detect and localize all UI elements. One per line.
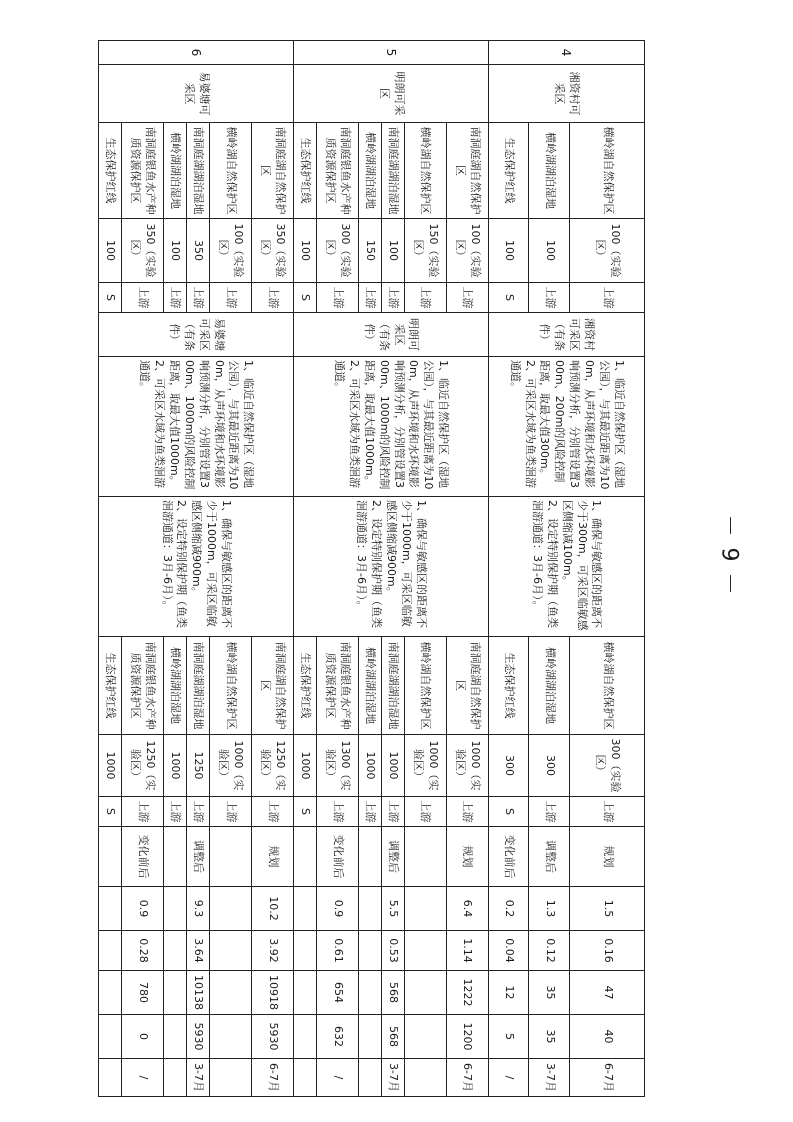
d2-cell: 1000（实验区） <box>404 735 446 797</box>
p2-cell: 上游 <box>251 797 293 827</box>
p2-cell: S <box>99 797 122 827</box>
zone-cell: 南洞庭银鱼水产种质资源保护区 <box>121 123 163 219</box>
d2-cell: 300 <box>488 735 529 797</box>
p2-cell: S <box>488 797 529 827</box>
vol-cell: 0.53 <box>381 931 404 971</box>
zone2-cell: 横岭湖自然保护区 <box>209 637 251 735</box>
area_km2-cell: 0.2 <box>488 887 529 931</box>
measure-cell: 1、确保与敏感区的距离不少于300m，可采区临敏感区侧缩减100m。 2、设定特别保护期（鱼类洄游通道：3月-6月）。 <box>488 497 644 637</box>
p1-cell: 上游 <box>209 283 251 313</box>
d2-cell: 1250（实验区） <box>251 735 293 797</box>
page-number: － 9 － <box>716 514 742 597</box>
a-cell: 1222 <box>446 971 488 1015</box>
d1-cell: 350 <box>186 219 209 283</box>
basis-cell: 1、临近自然保护区（湿地公园），与其最近距离为100m，从声环境和水环境影响预测分析，分别管设置300m、1000m的风险控制距离，取最大值1000m。 2、可采区水域为鱼类洄游通道。 <box>99 357 294 497</box>
p1-cell: 上游 <box>446 283 488 313</box>
group-number: 5 <box>293 41 488 65</box>
zone-cell: 生态保护红线 <box>293 123 316 219</box>
zone-cell: 横岭湖湖泊湿地 <box>163 123 186 219</box>
d1-cell: 100 <box>163 219 186 283</box>
data-table <box>98 40 645 1097</box>
d2-cell: 1000 <box>293 735 316 797</box>
p2-cell: 上游 <box>446 797 488 827</box>
b-cell: 35 <box>529 1015 570 1059</box>
d1-cell: 100（实验区） <box>570 219 645 283</box>
area_km2-cell: 1.3 <box>529 887 570 931</box>
zone2-cell: 横岭湖自然保护区 <box>404 637 446 735</box>
a-cell <box>358 971 381 1015</box>
zone-cell: 南洞庭湖自然保护区 <box>446 123 488 219</box>
status-cell <box>99 827 122 887</box>
d1-cell: 100 <box>488 219 529 283</box>
period-cell <box>404 1059 446 1097</box>
zone2-cell: 南洞庭银鱼水产种质资源保护区 <box>121 637 163 735</box>
status-cell: 变化前后 <box>121 827 163 887</box>
b-cell <box>163 1015 186 1059</box>
sub-cell: 明朗可采区（有条件） <box>293 313 488 357</box>
period-cell: 3-7月 <box>186 1059 209 1097</box>
p2-cell: 上游 <box>404 797 446 827</box>
d1-cell: 350（实验区） <box>251 219 293 283</box>
period-cell <box>293 1059 316 1097</box>
zone2-cell: 南洞庭湖自然保护区 <box>446 637 488 735</box>
period-cell: 3-7月 <box>381 1059 404 1097</box>
d1-cell: 100（实验区） <box>446 219 488 283</box>
p1-cell: 上游 <box>570 283 645 313</box>
a-cell <box>99 971 122 1015</box>
status-cell: 调整后 <box>381 827 404 887</box>
period-cell: 3-7月 <box>529 1059 570 1097</box>
d1-cell: 100（实验区） <box>209 219 251 283</box>
zone2-cell: 南洞庭银鱼水产种质资源保护区 <box>316 637 358 735</box>
d1-cell: 100 <box>99 219 122 283</box>
status-cell <box>209 827 251 887</box>
zone2-cell: 生态保护红线 <box>99 637 122 735</box>
basis-cell: 1、临近自然保护区（湿地公园），与其最近距离为100m，从声环境和水环境影响预测分析，分别管设置300m、1000m的风险控制距离，取最大值1000m。 2、可采区水域为鱼类洄游通道。 <box>293 357 488 497</box>
p1-cell: 上游 <box>186 283 209 313</box>
vol-cell: 0.28 <box>121 931 163 971</box>
b-cell: 40 <box>570 1015 645 1059</box>
zone2-cell: 南洞庭湖自然保护区 <box>251 637 293 735</box>
status-cell: 规划 <box>570 827 645 887</box>
p1-cell: 上游 <box>163 283 186 313</box>
b-cell: 568 <box>381 1015 404 1059</box>
measure-cell: 1、确保与敏感区的距离不少于1000m，可采区临敏感区侧缩减900m。 2、设定特别保护期（鱼类洄游通道：3月-6月）。 <box>293 497 488 637</box>
area_km2-cell <box>358 887 381 931</box>
area_km2-cell <box>293 887 316 931</box>
d1-cell: 100 <box>293 219 316 283</box>
period-cell <box>358 1059 381 1097</box>
status-cell <box>163 827 186 887</box>
vol-cell <box>404 931 446 971</box>
area_km2-cell: 1.5 <box>570 887 645 931</box>
a-cell <box>209 971 251 1015</box>
zone2-cell: 横岭湖自然保护区 <box>570 637 645 735</box>
p1-cell: S <box>99 283 122 313</box>
zone-cell: 横岭湖自然保护区 <box>209 123 251 219</box>
status-cell: 规划 <box>446 827 488 887</box>
d2-cell: 1000 <box>381 735 404 797</box>
area_km2-cell <box>404 887 446 931</box>
area_km2-cell: 0.9 <box>121 887 163 931</box>
zone-cell: 南洞庭银鱼水产种质资源保护区 <box>316 123 358 219</box>
a-cell: 568 <box>381 971 404 1015</box>
p2-cell: 上游 <box>570 797 645 827</box>
a-cell <box>163 971 186 1015</box>
vol-cell <box>293 931 316 971</box>
vol-cell: 3.64 <box>186 931 209 971</box>
period-cell: / <box>121 1059 163 1097</box>
status-cell: 调整后 <box>529 827 570 887</box>
zone-cell: 南洞庭湖自然保护区 <box>251 123 293 219</box>
table-row <box>251 41 293 1097</box>
basis-cell: 1、临近自然保护区（湿地公园），与其最近距离为100m，从声环境和水环境影响预测分析，分别管设置300m、200m的风险控制距离，取最大值300m。 2、可采区水域为鱼类洄游通道。 <box>488 357 644 497</box>
a-cell: 780 <box>121 971 163 1015</box>
vol-cell <box>209 931 251 971</box>
area_km2-cell: 9.3 <box>186 887 209 931</box>
group-area: 易婆塘可采区 <box>99 65 294 123</box>
b-cell: 5930 <box>186 1015 209 1059</box>
a-cell <box>293 971 316 1015</box>
vol-cell: 1.14 <box>446 931 488 971</box>
b-cell: 0 <box>121 1015 163 1059</box>
vol-cell <box>358 931 381 971</box>
p1-cell: S <box>293 283 316 313</box>
status-cell <box>404 827 446 887</box>
zone2-cell: 南洞庭湖湖泊湿地 <box>381 637 404 735</box>
d2-cell: 1300（实验区） <box>316 735 358 797</box>
d2-cell: 1000 <box>163 735 186 797</box>
status-cell <box>293 827 316 887</box>
a-cell <box>404 971 446 1015</box>
b-cell <box>293 1015 316 1059</box>
a-cell: 654 <box>316 971 358 1015</box>
table-row <box>446 41 488 1097</box>
zone2-cell: 横岭湖湖泊湿地 <box>163 637 186 735</box>
d1-cell: 150 <box>358 219 381 283</box>
p1-cell: 上游 <box>529 283 570 313</box>
area_km2-cell <box>99 887 122 931</box>
zone2-cell: 生态保护红线 <box>293 637 316 735</box>
p1-cell: 上游 <box>121 283 163 313</box>
status-cell: 规划 <box>251 827 293 887</box>
p2-cell: 上游 <box>358 797 381 827</box>
a-cell: 47 <box>570 971 645 1015</box>
vol-cell <box>163 931 186 971</box>
d1-cell: 350（实验区） <box>121 219 163 283</box>
status-cell: 变化前后 <box>488 827 529 887</box>
d2-cell: 300 <box>529 735 570 797</box>
area_km2-cell: 0.9 <box>316 887 358 931</box>
period-cell <box>163 1059 186 1097</box>
a-cell: 10138 <box>186 971 209 1015</box>
group-area: 湘资村可采区 <box>488 65 644 123</box>
zone2-cell: 生态保护红线 <box>488 637 529 735</box>
vol-cell: 0.61 <box>316 931 358 971</box>
a-cell: 10918 <box>251 971 293 1015</box>
b-cell <box>209 1015 251 1059</box>
d2-cell: 300（实验区） <box>570 735 645 797</box>
d2-cell: 1000 <box>358 735 381 797</box>
rotated-table-frame <box>98 40 645 1092</box>
zone2-cell: 横岭湖湖泊湿地 <box>529 637 570 735</box>
zone2-cell: 南洞庭湖湖泊湿地 <box>186 637 209 735</box>
p2-cell: 上游 <box>316 797 358 827</box>
zone-cell: 南洞庭湖湖泊湿地 <box>186 123 209 219</box>
p2-cell: 上游 <box>121 797 163 827</box>
period-cell: 6-7月 <box>251 1059 293 1097</box>
b-cell <box>99 1015 122 1059</box>
d2-cell: 1250 <box>186 735 209 797</box>
status-cell: 调整后 <box>186 827 209 887</box>
table-row <box>570 41 645 1097</box>
area_km2-cell: 10.2 <box>251 887 293 931</box>
vol-cell: 3.92 <box>251 931 293 971</box>
b-cell: 1200 <box>446 1015 488 1059</box>
d2-cell: 1000 <box>99 735 122 797</box>
p1-cell: 上游 <box>381 283 404 313</box>
zone-cell: 横岭湖自然保护区 <box>570 123 645 219</box>
vol-cell: 0.12 <box>529 931 570 971</box>
p1-cell: 上游 <box>251 283 293 313</box>
period-cell: / <box>316 1059 358 1097</box>
group-number: 6 <box>99 41 294 65</box>
zone-cell: 横岭湖湖泊湿地 <box>529 123 570 219</box>
d2-cell: 1250（实验区） <box>121 735 163 797</box>
d2-cell: 1000（实验区） <box>209 735 251 797</box>
status-cell: 变化前后 <box>316 827 358 887</box>
d1-cell: 300（实验区） <box>316 219 358 283</box>
sub-cell: 易婆塘可采区（有条件） <box>99 313 294 357</box>
p1-cell: 上游 <box>316 283 358 313</box>
d1-cell: 150（实验区） <box>404 219 446 283</box>
vol-cell: 0.04 <box>488 931 529 971</box>
period-cell <box>99 1059 122 1097</box>
b-cell <box>404 1015 446 1059</box>
d1-cell: 100 <box>529 219 570 283</box>
zone-cell: 生态保护红线 <box>488 123 529 219</box>
area_km2-cell: 6.4 <box>446 887 488 931</box>
vol-cell <box>99 931 122 971</box>
measure-cell: 1、确保与敏感区的距离不少于1000m，可采区临敏感区侧缩减900m。 2、设定特别保护期（鱼类洄游通道：3月-6月）。 <box>99 497 294 637</box>
p2-cell: 上游 <box>381 797 404 827</box>
d1-cell: 100 <box>381 219 404 283</box>
a-cell: 35 <box>529 971 570 1015</box>
b-cell: 5930 <box>251 1015 293 1059</box>
b-cell <box>358 1015 381 1059</box>
a-cell: 12 <box>488 971 529 1015</box>
p2-cell: 上游 <box>163 797 186 827</box>
zone2-cell: 横岭湖湖泊湿地 <box>358 637 381 735</box>
zone-cell: 生态保护红线 <box>99 123 122 219</box>
p1-cell: 上游 <box>358 283 381 313</box>
period-cell: / <box>488 1059 529 1097</box>
p2-cell: S <box>293 797 316 827</box>
d2-cell: 1000（实验区） <box>446 735 488 797</box>
area_km2-cell <box>163 887 186 931</box>
zone-cell: 横岭湖湖泊湿地 <box>358 123 381 219</box>
period-cell <box>209 1059 251 1097</box>
area_km2-cell <box>209 887 251 931</box>
b-cell: 632 <box>316 1015 358 1059</box>
p2-cell: 上游 <box>529 797 570 827</box>
p2-cell: 上游 <box>209 797 251 827</box>
group-area: 明朗可采区 <box>293 65 488 123</box>
period-cell: 6-7月 <box>446 1059 488 1097</box>
zone-cell: 南洞庭湖湖泊湿地 <box>381 123 404 219</box>
period-cell: 6-7月 <box>570 1059 645 1097</box>
sub-cell: 湘资村可采区（有条件） <box>488 313 644 357</box>
vol-cell: 0.16 <box>570 931 645 971</box>
p1-cell: 上游 <box>404 283 446 313</box>
p1-cell: S <box>488 283 529 313</box>
zone-cell: 横岭湖自然保护区 <box>404 123 446 219</box>
group-number: 4 <box>488 41 644 65</box>
rotated-table <box>98 40 645 1092</box>
status-cell <box>358 827 381 887</box>
p2-cell: 上游 <box>186 797 209 827</box>
area_km2-cell: 5.5 <box>381 887 404 931</box>
b-cell: 5 <box>488 1015 529 1059</box>
